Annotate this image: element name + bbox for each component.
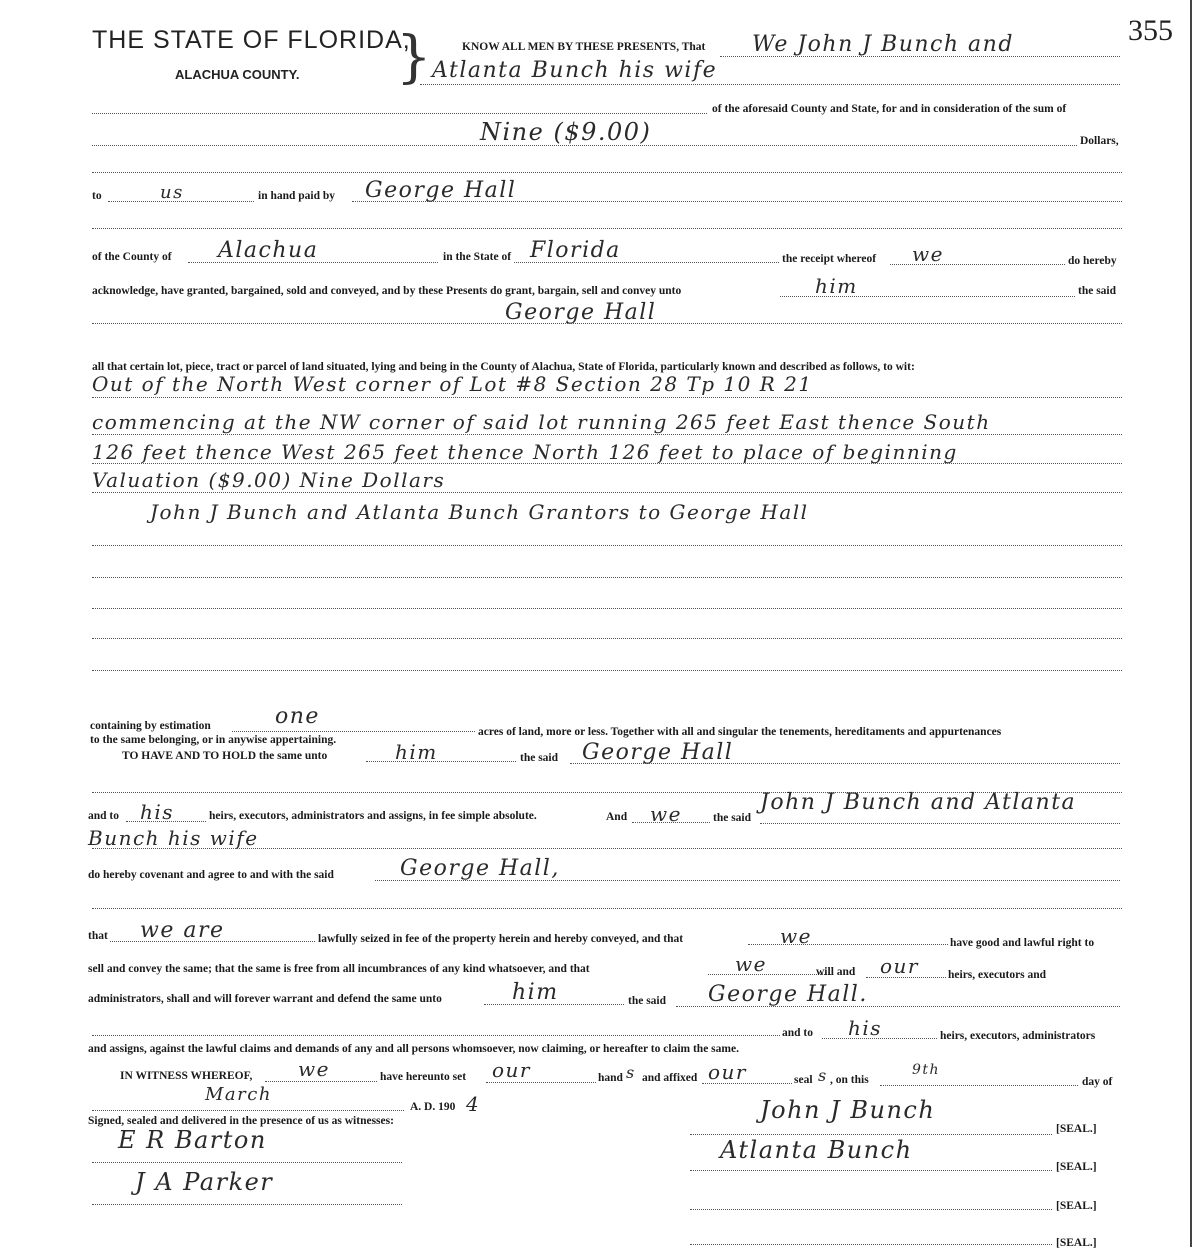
- acknowledge-text: acknowledge, have granted, bargained, sold and conveyed, and by these Presents do grant, bargain, sell and convey unto: [92, 285, 682, 297]
- dotted-line: [92, 670, 1122, 671]
- dotted-line: [92, 145, 1077, 146]
- hands-label: hand: [598, 1072, 623, 1084]
- belonging-text: to the same belonging, or in anywise appertaining.: [90, 734, 337, 746]
- containing-label: containing by estimation: [90, 720, 211, 732]
- hw-unto: him: [815, 274, 858, 298]
- the-said-label: the said: [520, 752, 559, 764]
- dotted-line: [690, 1134, 1052, 1135]
- to-label: to: [92, 190, 102, 202]
- and-to-label: and to: [782, 1027, 813, 1039]
- dotted-line: [92, 848, 1122, 849]
- the-said-label: the said: [628, 995, 667, 1007]
- seal-4: [SEAL.]: [1056, 1237, 1097, 1249]
- hw-grantors-line-1: We John J Bunch and: [752, 32, 1014, 57]
- hw-description-2: commencing at the NW corner of said lot running 265 feet East thence South: [92, 410, 991, 434]
- hw-s-2: s: [818, 1066, 828, 1085]
- on-this-label: , on this: [830, 1074, 869, 1086]
- hw-year: 4: [466, 1092, 481, 1116]
- to-have-label: TO HAVE AND TO HOLD the same unto: [122, 750, 328, 762]
- dotted-line: [720, 56, 1120, 57]
- hw-unto: him: [395, 740, 438, 764]
- dotted-line: [690, 1209, 1052, 1210]
- affixed-label: and affixed: [642, 1072, 698, 1084]
- and-label: And: [606, 811, 628, 823]
- will-and-label: will and: [816, 966, 856, 978]
- of-county-label: of the County of: [92, 251, 172, 263]
- day-of-label: day of: [1082, 1076, 1113, 1088]
- in-hand-label: in hand paid by: [258, 190, 336, 202]
- dotted-line: [880, 1085, 1078, 1086]
- page-edge: [1190, 0, 1192, 1247]
- hw-s: s: [626, 1063, 636, 1082]
- administrators-text: administrators, shall and will forever warrant and defend the same unto: [88, 993, 442, 1005]
- ad-label: A. D. 190: [410, 1101, 456, 1113]
- in-witness-label: IN WITNESS WHEREOF,: [120, 1070, 253, 1082]
- dotted-line: [92, 908, 1122, 909]
- have-good-text: have good and lawful right to: [950, 937, 1095, 949]
- dotted-line: [760, 823, 1120, 824]
- county-title: ALACHUA COUNTY.: [175, 67, 300, 82]
- heirs-exec-text: heirs, executors, administrators: [940, 1030, 1096, 1042]
- consideration-text: of the aforesaid County and State, for and in consideration of the sum of: [712, 103, 1067, 115]
- dotted-line: [748, 944, 948, 945]
- hw-month: March: [205, 1084, 272, 1105]
- hw-our-2: our: [708, 1060, 747, 1084]
- dotted-line: [92, 577, 1122, 578]
- hw-grantee: George Hall: [505, 300, 657, 325]
- hw-acres: one: [275, 704, 320, 729]
- seized-text: lawfully seized in fee of the property herein and hereby conveyed, and that: [318, 933, 684, 945]
- dotted-line: [232, 731, 475, 732]
- hw-our: our: [880, 954, 919, 978]
- in-state-label: in the State of: [443, 251, 512, 263]
- dotted-line: [92, 172, 1122, 173]
- hw-description-4: Valuation ($9.00) Nine Dollars: [92, 468, 446, 492]
- hw-signature-2: Atlanta Bunch: [720, 1136, 913, 1164]
- hw-paid-by: George Hall: [365, 178, 517, 203]
- dotted-line: [366, 761, 516, 762]
- dotted-line: [92, 545, 1122, 546]
- heirs-exec-text: heirs, executors and: [948, 969, 1047, 981]
- hw-description-5: John J Bunch and Atlanta Bunch Grantors to George Hall: [150, 500, 809, 524]
- know-all-men: KNOW ALL MEN BY THESE PRESENTS, That: [462, 41, 706, 53]
- dotted-line: [92, 434, 1122, 435]
- heirs-text: heirs, executors, administrators and assigns, in fee simple absolute.: [209, 810, 537, 822]
- seal-2: [SEAL.]: [1056, 1161, 1097, 1173]
- hw-grantee: George Hall: [582, 740, 734, 765]
- sell-convey-text: sell and convey the same; that the same is free from all incumbrances of any kind whatsoever, and that: [88, 963, 590, 975]
- hw-grantee: George Hall.: [708, 982, 868, 1007]
- dotted-line: [92, 1162, 402, 1163]
- hw-signature-1: John J Bunch: [760, 1096, 936, 1124]
- dotted-line: [690, 1170, 1052, 1171]
- hw-grantors-line-2: Atlanta Bunch his wife: [432, 58, 718, 83]
- and-to-label: and to: [88, 810, 119, 822]
- dotted-line: [92, 1110, 404, 1111]
- hw-county: Alachua: [218, 238, 319, 263]
- dotted-line: [92, 463, 1122, 464]
- dotted-line: [92, 1035, 780, 1036]
- hw-we-3: we: [735, 952, 767, 976]
- hw-day: 9th: [912, 1062, 941, 1078]
- hw-description-3: 126 feet thence West 265 feet thence North 126 feet to place of beginning: [92, 440, 958, 464]
- hw-sum: Nine ($9.00): [480, 118, 652, 146]
- brace-glyph: }: [396, 25, 432, 90]
- hw-grantors-2: Bunch his wife: [88, 826, 259, 850]
- seals-label: seal: [794, 1074, 813, 1086]
- description-intro: all that certain lot, piece, tract or parcel of land situated, lying and being in the County of Alachua, State of Florida, particularly known and described as follows, to wit:: [92, 361, 915, 373]
- hw-we: we: [298, 1057, 330, 1081]
- hw-his: his: [848, 1016, 883, 1040]
- do-hereby-label: do hereby: [1068, 255, 1117, 267]
- hw-to: us: [160, 182, 184, 203]
- have-hereunto-label: have hereunto set: [380, 1071, 467, 1083]
- hw-witness-2: J A Parker: [135, 1168, 274, 1196]
- hw-description-1: Out of the North West corner of Lot #8 Section 28 Tp 10 R 21: [92, 372, 813, 396]
- hw-our: our: [492, 1058, 531, 1082]
- the-said-label: the said: [713, 812, 752, 824]
- hw-witness-1: E R Barton: [118, 1126, 267, 1154]
- dotted-line: [92, 323, 1122, 324]
- hw-state: Florida: [530, 238, 621, 263]
- acres-text: acres of land, more or less. Together with all and singular the tenements, hereditaments and appurtenances: [478, 726, 1002, 738]
- hw-we-2: we: [780, 924, 812, 948]
- hw-we-are: we are: [140, 918, 225, 943]
- receipt-label: the receipt whereof: [782, 253, 877, 265]
- hw-his: his: [140, 800, 175, 824]
- dollars-label: Dollars,: [1080, 135, 1119, 147]
- do-hereby-text: do hereby covenant and agree to and with the said: [88, 869, 334, 881]
- dotted-line: [690, 1244, 1052, 1245]
- hw-him: him: [512, 980, 559, 1005]
- dotted-line: [708, 974, 833, 975]
- dotted-line: [92, 113, 707, 114]
- dotted-line: [92, 1204, 402, 1205]
- dotted-line: [92, 608, 1122, 609]
- seal-3: [SEAL.]: [1056, 1200, 1097, 1212]
- page-number: 355: [1128, 14, 1173, 47]
- hw-we: we: [650, 802, 682, 826]
- dotted-line: [92, 638, 1122, 639]
- dotted-line: [486, 1082, 596, 1083]
- signed-text: Signed, sealed and delivered in the presence of us as witnesses:: [88, 1115, 394, 1127]
- hw-receipt: we: [912, 242, 944, 266]
- hw-grantors-1: John J Bunch and Atlanta: [760, 790, 1077, 815]
- dotted-line: [92, 228, 1122, 229]
- and-assigns-text: and assigns, against the lawful claims and demands of any and all persons whomsoever, now claiming, or hereafter to claim the same.: [88, 1043, 739, 1055]
- that-label: that: [88, 930, 108, 942]
- seal-1: [SEAL.]: [1056, 1123, 1097, 1135]
- hw-grantee: George Hall,: [400, 856, 560, 881]
- dotted-line: [92, 397, 1122, 398]
- the-said-label: the said: [1078, 285, 1117, 297]
- dotted-line: [92, 492, 1122, 493]
- state-title: THE STATE OF FLORIDA,: [92, 26, 411, 54]
- dotted-line: [265, 1081, 377, 1082]
- dotted-line: [420, 84, 1120, 85]
